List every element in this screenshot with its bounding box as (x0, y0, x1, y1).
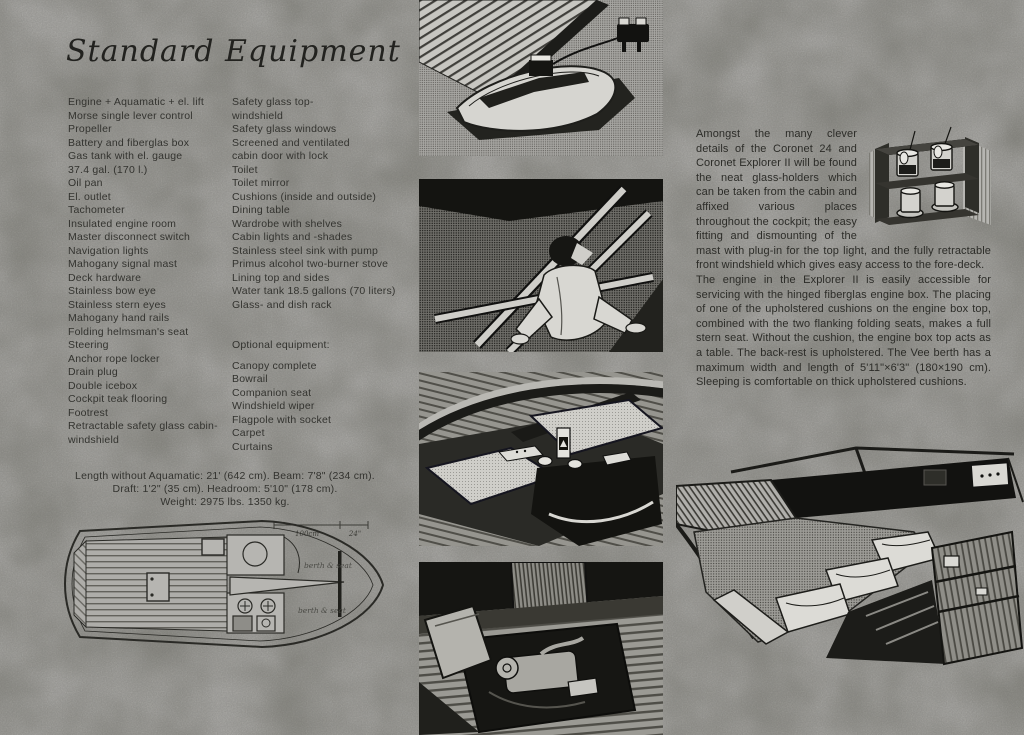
spacer (232, 312, 418, 339)
equipment-item: Double icebox (68, 379, 138, 392)
helmsman-seat (202, 539, 224, 555)
engine-compartment-illustration (419, 562, 663, 735)
equipment-list-optional (232, 360, 418, 455)
equipment-item: Propeller (68, 123, 112, 135)
equipment-item: Navigation lights (68, 244, 149, 257)
article-text (696, 127, 991, 390)
equipment-item: Retractable safety glass cabin- (68, 420, 218, 432)
page-title: Standard Equipment (66, 34, 401, 69)
equipment-list-column-1 (68, 96, 232, 447)
equipment-item: Drain plug (68, 366, 118, 378)
equipment-item: Lining top and sides (232, 271, 330, 284)
equipment-item: Safety glass windows (232, 123, 337, 135)
equipment-list-column-2 (232, 96, 418, 454)
galley-unit (227, 593, 284, 633)
equipment-item: Tachometer (68, 204, 125, 216)
equipment-item: Dining table (232, 204, 290, 216)
spacer (232, 353, 418, 360)
engine-hatch (147, 573, 169, 601)
glasses (897, 127, 958, 218)
equipment-item: Curtains (232, 440, 273, 453)
equipment-item: Flagpole with socket (232, 413, 332, 426)
equipment-item: Stainless bow eye (68, 285, 157, 297)
equipment-item: Water tank 18.5 gallons (70 liters) (232, 285, 396, 297)
equipment-item: El. outlet (68, 190, 111, 203)
equipment-item: Battery and fiberglas box (68, 136, 190, 149)
equipment-item: Primus alcohol two-burner stove (232, 258, 389, 270)
equipment-item: Wardrobe with shelves (232, 217, 343, 230)
equipment-item: Toilet mirror (232, 177, 290, 189)
equipment-item: Cushions (inside and outside) (232, 190, 377, 203)
floorplan-drawing (52, 513, 397, 655)
equipment-item: Glass- and dish rack (232, 298, 332, 311)
equipment-item: Windshield wiper (232, 400, 315, 412)
scale-metric-label: 100cm (295, 530, 319, 538)
equipment-item: Footrest (68, 406, 109, 419)
glass-rack-illustration (865, 123, 993, 239)
equipment-item: Stainless steel sink with pump (232, 244, 379, 257)
article-paragraph-1: Amongst the many clever details of the Coronet 24 and Coronet Explorer II will be found the neat glass-holders which can be taken from the cabin and affixed various places throughout the cockpit; the easy fitting and dismounting of the mast with plug-in for the top light, and the fully retractable front windshield which gives easy access to the fore-deck. (696, 128, 991, 272)
equipment-item: Gas tank with el. gauge (68, 150, 183, 162)
equipment-item: Cockpit teak flooring (68, 393, 168, 405)
equipment-item: Canopy complete (232, 359, 317, 372)
equipment-item: Mahogany hand rails (68, 312, 170, 324)
windshield-access-illustration (419, 179, 663, 352)
equipment-item: cabin door with lock (232, 150, 329, 162)
equipment-item: Safety glass top- (232, 96, 314, 108)
equipment-item: Screened and ventilated (232, 136, 350, 149)
equipment-item: Carpet (232, 427, 265, 439)
equipment-item: windshield (68, 433, 120, 446)
optional-equipment-heading: Optional equipment: (232, 339, 330, 351)
equipment-item: Cabin lights and -shades (232, 231, 353, 243)
dimensions-block (56, 470, 394, 509)
equipment-item: Anchor rope locker (68, 352, 160, 365)
vberth-aisle (230, 577, 344, 595)
equipment-item: Mahogany signal mast (68, 258, 178, 270)
mast-plugin-illustration (419, 0, 663, 156)
equipment-item: Stainless stern eyes (68, 298, 166, 311)
dimensions-line-3: Weight: 2975 lbs. 1350 kg. (160, 496, 290, 508)
scale-bar (274, 521, 368, 529)
article-paragraph-2: The engine in the Explorer II is easily accessible for servicing with the hinged fiberglas engine box. The placing of one of the upholstered cushions on the engine box top, combined with the two flanking folding seats, makes a full stern seat. Without the cushion, the engine box top acts as a table. The back-rest is upholstered. The Vee berth has a maximum width and length of 5'11"×6'3" (180×190 cm). Sleeping is comfortable on thick upholstered cushions. (696, 273, 991, 389)
stern-bench (74, 541, 86, 627)
equipment-item: Morse single lever control (68, 109, 193, 122)
equipment-item: Companion seat (232, 386, 312, 399)
equipment-item: Insulated engine room (68, 217, 177, 230)
berth-label-bottom: berth & seat (298, 606, 346, 615)
equipment-item: Steering (68, 339, 109, 351)
equipment-item: Master disconnect switch (68, 231, 191, 243)
dimensions-line-1: Length without Aquamatic: 21' (642 cm). Beam: 7'8" (234 cm). (75, 470, 375, 482)
equipment-item: Toilet (232, 163, 258, 176)
dimensions-line-2: Draft: 1'2" (35 cm). Headroom: 5'10" (178 cm). (112, 483, 338, 495)
equipment-item: Engine + Aquamatic + el. lift (68, 96, 204, 108)
equipment-item: Folding helmsman's seat (68, 325, 189, 338)
galley-cabinet (932, 532, 1022, 664)
equipment-list-standard (232, 96, 418, 312)
scale-imperial-label: 24" (348, 530, 362, 538)
equipment-item: 37.4 gal. (170 l.) (68, 163, 148, 176)
equipment-item: Oil pan (68, 177, 103, 189)
engine-box-table-illustration (419, 372, 663, 546)
berth-label-top: berth & seat (304, 561, 352, 570)
equipment-item: windshield (232, 109, 284, 122)
vee-berth-illustration (676, 440, 1024, 670)
equipment-item: Bowrail (232, 373, 268, 385)
equipment-item: Deck hardware (68, 271, 142, 284)
toilet-compartment (227, 535, 299, 575)
